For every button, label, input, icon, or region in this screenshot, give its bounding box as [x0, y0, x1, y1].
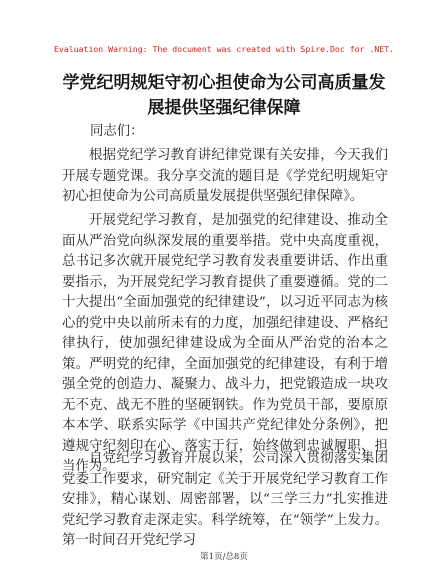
paragraph-significance — [62, 211, 388, 478]
paragraph-progress — [62, 449, 388, 552]
salutation: 同志们： — [90, 124, 144, 139]
paragraph-text: 根据党纪学习教育讲纪律党课有关安排，今天我们开展专题党课。我分享交流的题目是《学党纪明规矩守初心担使命为公司高质量发展提供坚强纪律保障》。 — [62, 148, 388, 204]
paragraph-intro — [62, 146, 388, 208]
paragraph-text: 自党纪学习教育开展以来，公司深入贯彻落实集团党委工作要求，研究制定《关于开展党纪学习教育工作安排》，精心谋划、周密部署，以“三学三力”扎实推进党纪学习教育走深走实。科学统筹，在“领学”上发力。第一时间召开党纪学习 — [62, 451, 388, 548]
paragraph-text: 开展党纪学习教育，是加强党的纪律建设、推动全面从严治党向纵深发展的重要举措。党中央高度重视，总书记多次就开展党纪学习教育发表重要讲话、作出重要指示，为开展党纪学习教育提供了重要遵循。党的二十大提出“全面加强党的纪律建设”，以习近平同志为核心的党中央以前所未有的力度，加强纪律建设、严格纪律执行，使加强纪律建设成为全面从严治党的治本之策。严明党的纪律，全面加强党的纪律建设，有利于增强全党的创造力、凝聚力、战斗力，把党锻造成一块攻无不克、战无不胜的坚硬钢铁。作为党员干部，要原原本本学、联系实际学《中国共产党纪律处分条例》，把遵规守纪刻印在心、落实于行，始终做到忠诚履职、担当作为。 — [62, 213, 388, 474]
document-title: 学党纪明规矩守初心担使命为公司高质量发展提供坚强纪律保障 — [62, 73, 386, 118]
evaluation-warning-watermark: Evaluation Warning: The document was created with Spire.Doc for .NET. — [53, 44, 395, 54]
page-number-footer: 第1页/总8页 — [200, 552, 248, 562]
